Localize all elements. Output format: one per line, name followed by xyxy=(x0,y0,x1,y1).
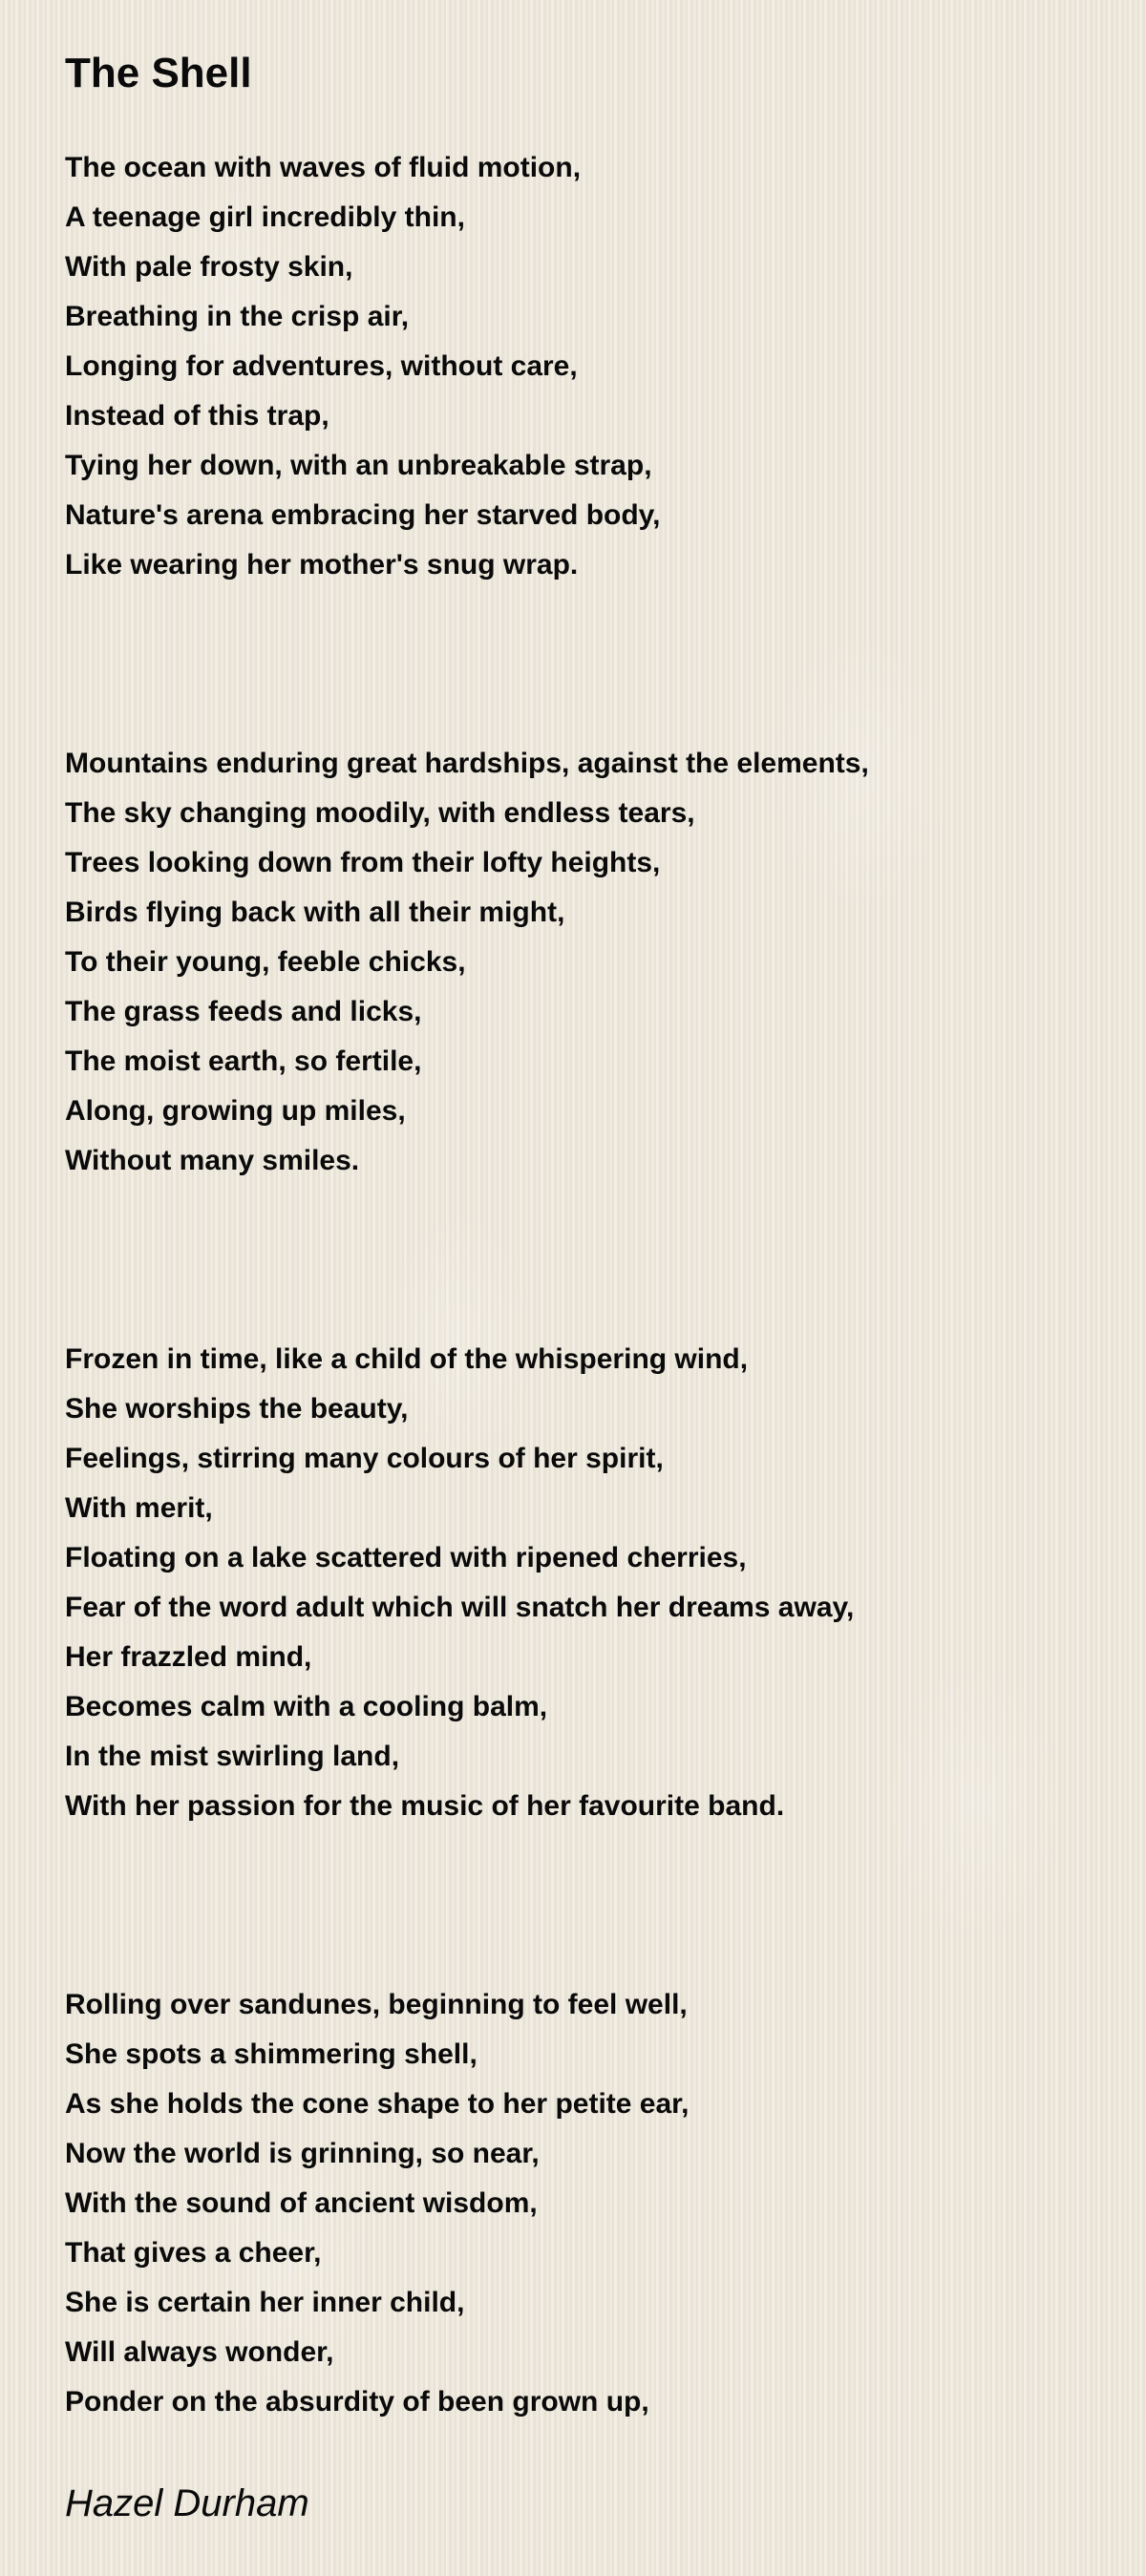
poem-line: Along, growing up miles, xyxy=(65,1095,406,1127)
poem-line: With pale frosty skin, xyxy=(65,251,353,283)
poem-line: Rolling over sandunes, beginning to feel well, xyxy=(65,1989,688,2020)
poem-line: That gives a cheer, xyxy=(65,2237,322,2269)
poem-line: The moist earth, so fertile, xyxy=(65,1045,422,1077)
poem-line: To their young, feeble chicks, xyxy=(65,946,466,978)
poem-line: Like wearing her mother's snug wrap. xyxy=(65,549,579,581)
poem-line: In the mist swirling land, xyxy=(65,1741,400,1772)
poem-line: With her passion for the music of her favourite band. xyxy=(65,1790,785,1822)
poem-line: She worships the beauty, xyxy=(65,1393,409,1425)
poem-line: Mountains enduring great hardships, against the elements, xyxy=(65,748,869,779)
poem-line: She is certain her inner child, xyxy=(65,2287,465,2318)
poem-line: Feelings, stirring many colours of her spirit, xyxy=(65,1443,664,1474)
poem-line: She spots a shimmering shell, xyxy=(65,2038,478,2070)
poem-line: The sky changing moodily, with endless tears, xyxy=(65,797,695,829)
stanza-3 xyxy=(65,1335,1115,1831)
poem-line: Floating on a lake scattered with ripened cherries, xyxy=(65,1542,747,1573)
stanza-2 xyxy=(65,739,1115,1186)
poem-line: As she holds the cone shape to her petite ear, xyxy=(65,2088,690,2120)
poem-line: Birds flying back with all their might, xyxy=(65,897,565,928)
poem-line: Ponder on the absurdity of been grown up, xyxy=(65,2386,649,2418)
poem-line: Now the world is grinning, so near, xyxy=(65,2138,540,2169)
poem-line: Becomes calm with a cooling balm, xyxy=(65,1691,548,1722)
poem-line: Longing for adventures, without care, xyxy=(65,350,578,382)
poem-line: Nature's arena embracing her starved body, xyxy=(65,499,661,531)
poem-line: Trees looking down from their lofty heights, xyxy=(65,847,661,878)
poem-line: With the sound of ancient wisdom, xyxy=(65,2187,538,2219)
poem-title: The Shell xyxy=(65,50,252,96)
stanza-1 xyxy=(65,143,1115,590)
stanza-4 xyxy=(65,1980,1115,2427)
poem-line: Instead of this trap, xyxy=(65,400,329,432)
poem-line: The grass feeds and licks, xyxy=(65,996,422,1027)
poem-line: Without many smiles. xyxy=(65,1145,360,1176)
poem-line: Breathing in the crisp air, xyxy=(65,301,410,332)
poem-line: A teenage girl incredibly thin, xyxy=(65,201,465,233)
poem-line: Fear of the word adult which will snatch her dreams away, xyxy=(65,1592,855,1623)
poem-line: Tying her down, with an unbreakable strap, xyxy=(65,450,652,481)
poem-line: Frozen in time, like a child of the whispering wind, xyxy=(65,1343,749,1375)
poem-line: Her frazzled mind, xyxy=(65,1641,312,1673)
poem-line: The ocean with waves of fluid motion, xyxy=(65,152,582,183)
poem-line: Will always wonder, xyxy=(65,2336,334,2368)
poem-page xyxy=(65,49,1115,2528)
poem-author: Hazel Durham xyxy=(65,2482,309,2524)
poem-line: With merit, xyxy=(65,1492,213,1524)
